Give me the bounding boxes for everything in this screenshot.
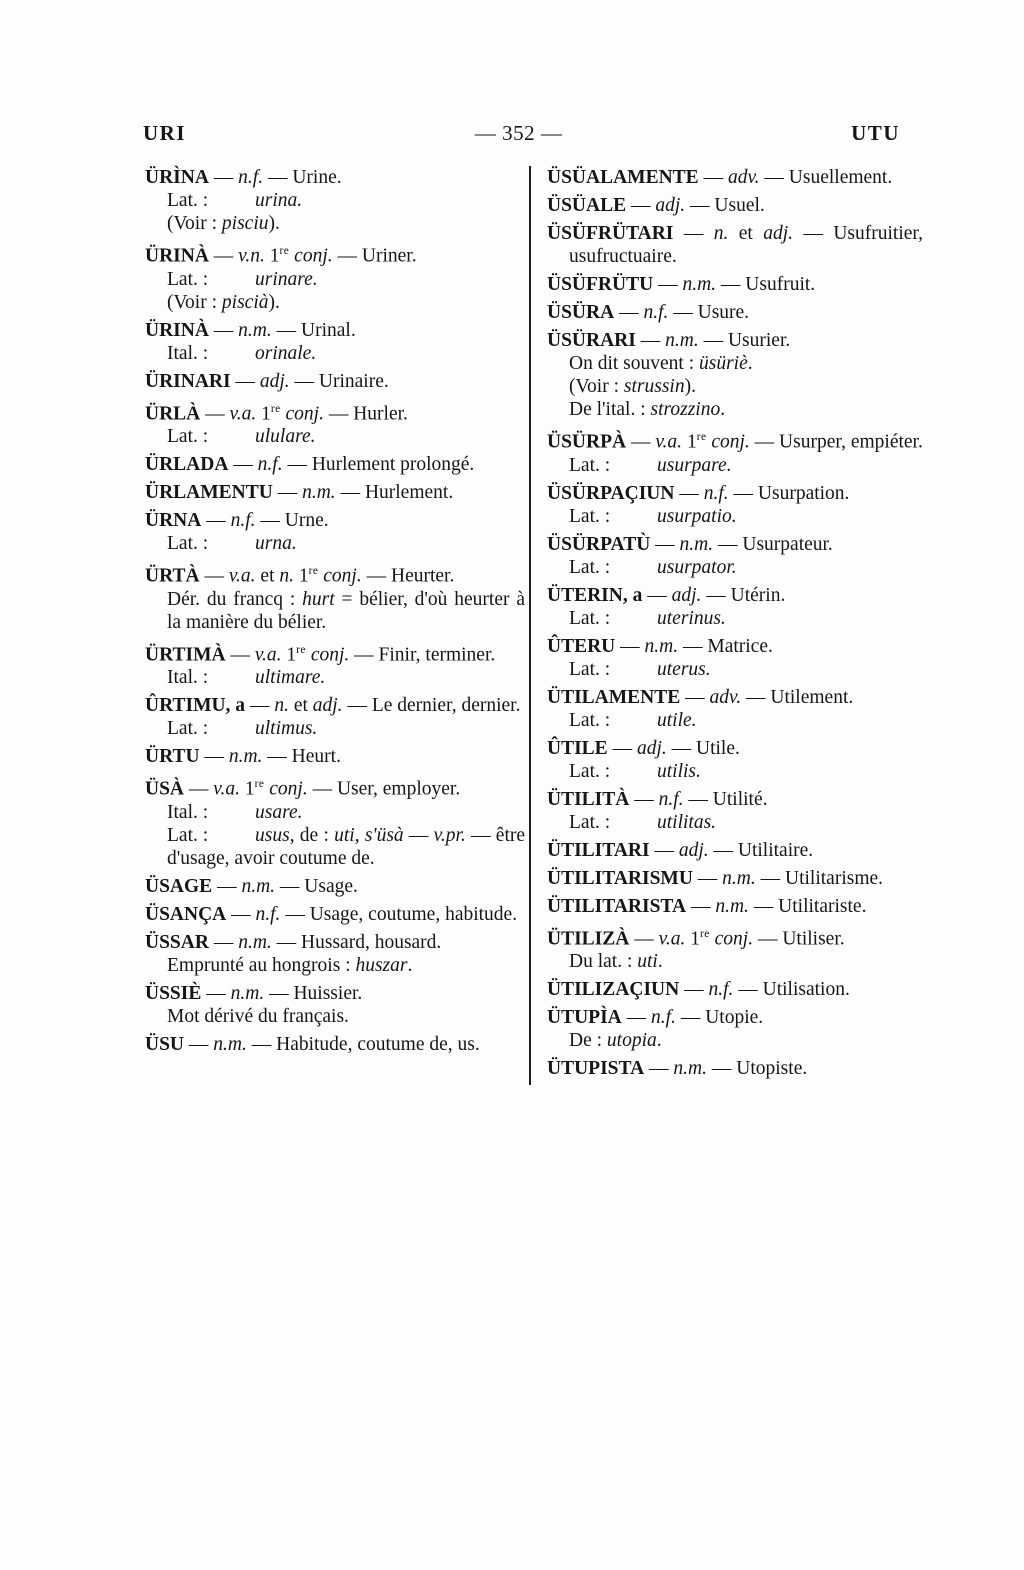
etymology-line: Lat. : usurpator. [569, 556, 737, 578]
dictionary-entry [145, 773, 525, 870]
etymology-language-label: Lat. : [569, 658, 611, 680]
headword: ÜRLAMENTU [145, 482, 273, 503]
headword: ÜSSIÈ [145, 982, 202, 1004]
headword: ÛRTIMU, a [145, 695, 246, 716]
headword: ÜTUPISTA [547, 1058, 645, 1079]
headword: ÛTERU [547, 635, 616, 657]
dictionary-entry [547, 273, 923, 296]
entry-definition-line: ÜRNA — n.f. — Urne. [145, 510, 329, 531]
entry-note-line: Du lat. : uti. [569, 951, 663, 972]
entry-note-line: De : utopia. [569, 1030, 662, 1051]
entry-definition-line: ÜTILITARISTA — n.m. — Utilitariste. [547, 895, 867, 917]
entry-definition-line: ÛTILE — adj. — Utile. [547, 737, 740, 759]
entry-definition-line: ÛRTIMU, a — n. et adj. — Le dernier, dernier. [145, 695, 521, 716]
dictionary-entry [145, 370, 525, 393]
etymology-line: Lat. : usurpatio. [569, 505, 737, 527]
dictionary-entry [145, 903, 525, 926]
entry-definition-line: ÜTUPÌA — n.f. — Utopie. [547, 1007, 764, 1028]
entry-note-line: Dér. du francq : hurt = bélier, d'où heurter à la manière du bélier. [167, 588, 525, 633]
entry-definition-line: ÜSANÇA — n.f. — Usage, coutume, habitude. [145, 903, 518, 925]
etymology-language-label: Lat. : [167, 190, 209, 211]
dictionary-entry [145, 453, 525, 476]
dictionary-entry [145, 931, 525, 977]
headword: ÜSÜFRÜTU [547, 274, 654, 295]
etymology-line: Lat. : ululare. [167, 426, 316, 447]
dictionary-entry [547, 686, 923, 732]
headword: ÜTILITARISMU [547, 867, 693, 889]
entry-definition-line: ÜSÜALE — adj. — Usuel. [547, 195, 765, 216]
etymology-language-label: Ital. : [167, 801, 209, 823]
etymology-line: Lat. : utilis. [569, 760, 701, 782]
entry-definition-line: ÜSÜRPATÙ — n.m. — Usurpateur. [547, 533, 833, 555]
etymology-line: Lat. : uterus. [569, 658, 711, 680]
dictionary-entry [547, 978, 923, 1001]
etymology-line: Lat. : usurpare. [569, 454, 732, 476]
etymology-language-label: Lat. : [569, 556, 611, 578]
etymology-language-label: Lat. : [167, 824, 209, 846]
dictionary-entry [145, 398, 525, 449]
headword: ÜSÜRARI [547, 330, 636, 351]
etymology-language-label: Lat. : [569, 760, 611, 782]
headword: ÜRLADA [145, 454, 229, 475]
dictionary-entry [547, 194, 923, 217]
entry-definition-line: ÜSU — n.m. — Habitude, coutume de, us. [145, 1033, 480, 1055]
entry-note-line: De l'ital. : strozzino. [569, 399, 726, 420]
dictionary-entry [547, 329, 923, 421]
entry-definition-line: ÜTILITARISMU — n.m. — Utilitarisme. [547, 867, 884, 889]
headword: ÜTILITARI [547, 839, 650, 861]
headword: ÜSU [145, 1033, 185, 1055]
headword: ÜTILITÀ [547, 788, 630, 810]
column-right [547, 166, 923, 1085]
etymology-language-label: Lat. : [569, 505, 611, 527]
entry-note-line: (Voir : strussin). [569, 376, 696, 397]
etymology-line: Ital. : usare. [167, 801, 303, 823]
entry-definition-line: ÜRLAMENTU — n.m. — Hurlement. [145, 482, 454, 503]
headword: ÜSÜALE [547, 195, 627, 216]
dictionary-entry [547, 839, 923, 862]
entry-definition-line: ÜTERIN, a — adj. — Utérin. [547, 584, 786, 606]
entry-note-line: (Voir : piscià). [167, 291, 280, 313]
entry-definition-line: ÜSÜFRÜTARI — n. et adj. — Usufruitier, usufructuaire. [547, 223, 923, 267]
entry-definition-line: ÜSSAR — n.m. — Hussard, housard. [145, 931, 442, 953]
headword: ÜRINÀ [145, 319, 209, 341]
entry-definition-line: ÜSÜFRÜTU — n.m. — Usufruit. [547, 274, 816, 295]
headword: ÜRNA [145, 510, 202, 531]
headword: ÜTILIZÀ [547, 928, 630, 949]
dictionary-entry [145, 560, 525, 634]
entry-definition-line: ÜRTÀ — v.a. et n. 1re conj. — Heurter. [145, 565, 455, 587]
dictionary-entry [145, 694, 525, 740]
entry-definition-line: ÜTILAMENTE — adv. — Utilement. [547, 686, 854, 708]
etymology-language-label: Lat. : [569, 454, 611, 476]
entry-definition-line: ÜTUPISTA — n.m. — Utopiste. [547, 1058, 808, 1079]
headword: ÜSÜRA [547, 302, 615, 323]
headword: ÜSÜRPÀ [547, 431, 627, 453]
dictionary-entry [547, 737, 923, 783]
dictionary-entry [547, 923, 923, 974]
etymology-line: Lat. : utile. [569, 709, 697, 731]
entry-definition-line: ÜTILITÀ — n.f. — Utilité. [547, 788, 768, 810]
headword: ÜSÜRPATÙ [547, 533, 651, 555]
guide-word-left: URI [143, 121, 187, 145]
entry-definition-line: ÜTILITARI — adj. — Utilitaire. [547, 839, 814, 861]
dictionary-entry [145, 481, 525, 504]
headword: ÜSAGE [145, 875, 213, 897]
entry-definition-line: ÜRTIMÀ — v.a. 1re conj. — Finir, terminer. [145, 643, 496, 665]
headword: ÜRTÀ [145, 565, 200, 587]
entry-definition-line: ÜRLÀ — v.a. 1re conj. — Hurler. [145, 402, 408, 424]
etymology-line: Lat. : urna. [167, 533, 297, 554]
etymology-language-label: Lat. : [167, 533, 209, 554]
entry-definition-line: ÜSÜRPAÇIUN — n.f. — Usurpation. [547, 482, 850, 504]
entry-definition-line: ÜRÌNA — n.f. — Urine. [145, 167, 342, 188]
dictionary-entry [547, 426, 923, 477]
dictionary-entry [547, 635, 923, 681]
headword: ÜTUPÌA [547, 1007, 622, 1028]
entry-note-line: Emprunté au hongrois : huszar. [167, 954, 413, 976]
etymology-language-label: Ital. : [167, 342, 209, 364]
entry-definition-line: ÜRINÀ — n.m. — Urinal. [145, 319, 356, 341]
headword: ÜSANÇA [145, 903, 227, 925]
entry-definition-line: ÜSÜRA — n.f. — Usure. [547, 302, 750, 323]
etymology-line: Ital. : ultimare. [167, 667, 326, 688]
dictionary-entry [547, 1006, 923, 1052]
etymology-language-label: Lat. : [167, 426, 209, 447]
page-body [145, 166, 923, 1085]
dictionary-entry [145, 639, 525, 690]
etymology-line: Lat. : urinare. [167, 268, 318, 290]
entry-definition-line: ÜRINARI — adj. — Urinaire. [145, 370, 389, 392]
dictionary-entry [145, 982, 525, 1028]
dictionary-entry [547, 166, 923, 189]
page-header [143, 121, 900, 145]
etymology-line: Lat. : usus, de : uti, s'üsà — v.pr. — être d'usage, avoir coutume de. [167, 824, 526, 869]
entry-note-line: Mot dérivé du français. [167, 1005, 349, 1027]
dictionary-entry [145, 875, 525, 898]
headword: ÜRLÀ [145, 403, 201, 424]
page-number: — 352 — [474, 121, 563, 145]
guide-word-right: UTU [851, 121, 900, 145]
etymology-language-label: Lat. : [167, 718, 209, 739]
dictionary-entry [547, 1057, 923, 1080]
etymology-line: Lat. : ultimus. [167, 718, 318, 739]
dictionary-entry [145, 319, 525, 365]
dictionary-entry [547, 584, 923, 630]
entry-definition-line: ÜTILIZAÇIUN — n.f. — Utilisation. [547, 979, 850, 1000]
dictionary-entry [145, 166, 525, 235]
etymology-language-label: Lat. : [569, 811, 611, 833]
entry-definition-line: ÜSÜRPÀ — v.a. 1re conj. — Usurper, empiéter. [547, 431, 923, 453]
dictionary-entry [145, 745, 525, 768]
column-divider [529, 166, 531, 1085]
entry-note-line: (Voir : pisciu). [167, 213, 280, 234]
dictionary-entry [145, 240, 525, 314]
entry-definition-line: ÛTERU — n.m. — Matrice. [547, 635, 773, 657]
headword: ÜRÌNA [145, 167, 209, 188]
dictionary-entry [145, 1033, 525, 1056]
headword: ÜTILIZAÇIUN [547, 979, 680, 1000]
dictionary-entry [547, 222, 923, 268]
column-left [145, 166, 525, 1085]
headword: ÛTILE [547, 737, 608, 759]
headword: ÜTILAMENTE [547, 686, 681, 708]
etymology-language-label: Lat. : [167, 268, 209, 290]
etymology-line: Lat. : uterinus. [569, 607, 726, 629]
entry-definition-line: ÜSSIÈ — n.m. — Huissier. [145, 982, 363, 1004]
entry-definition-line: ÜRLADA — n.f. — Hurlement prolongé. [145, 454, 475, 475]
dictionary-entry [547, 533, 923, 579]
dictionary-entry [547, 482, 923, 528]
entry-definition-line: ÜRINÀ — v.n. 1re conj. — Uriner. [145, 245, 417, 267]
entry-note-line: On dit souvent : üsüriè. [569, 353, 753, 374]
headword: ÜSÜALAMENTE [547, 167, 699, 188]
etymology-language-label: Ital. : [167, 667, 209, 688]
headword: ÜTILITARISTA [547, 895, 687, 917]
dictionary-entry [145, 509, 525, 555]
entry-definition-line: ÜSÜRARI — n.m. — Usurier. [547, 330, 791, 351]
headword: ÜSÀ [145, 778, 185, 800]
entry-definition-line: ÜRTU — n.m. — Heurt. [145, 746, 341, 767]
etymology-language-label: Lat. : [569, 709, 611, 731]
etymology-line: Lat. : utilitas. [569, 811, 717, 833]
etymology-line: Ital. : orinale. [167, 342, 317, 364]
headword: ÜRTIMÀ [145, 644, 226, 665]
etymology-line: Lat. : urina. [167, 190, 303, 211]
dictionary-entry [547, 867, 923, 890]
headword: ÜSSAR [145, 931, 209, 953]
headword: ÜRTU [145, 746, 200, 767]
entry-definition-line: ÜSÜALAMENTE — adv. — Usuellement. [547, 167, 893, 188]
headword: ÜRINARI [145, 370, 231, 392]
dictionary-entry [547, 788, 923, 834]
etymology-language-label: Lat. : [569, 607, 611, 629]
headword: ÜSÜFRÜTARI [547, 223, 674, 244]
dictionary-entry [547, 895, 923, 918]
entry-definition-line: ÜTILIZÀ — v.a. 1re conj. — Utiliser. [547, 927, 845, 949]
entry-definition-line: ÜSÀ — v.a. 1re conj. — User, employer. [145, 778, 461, 800]
entry-definition-line: ÜSAGE — n.m. — Usage. [145, 875, 358, 897]
headword: ÜTERIN, a [547, 584, 643, 606]
dictionary-entry [547, 301, 923, 324]
headword: ÜSÜRPAÇIUN [547, 482, 675, 504]
headword: ÜRINÀ [145, 245, 209, 267]
